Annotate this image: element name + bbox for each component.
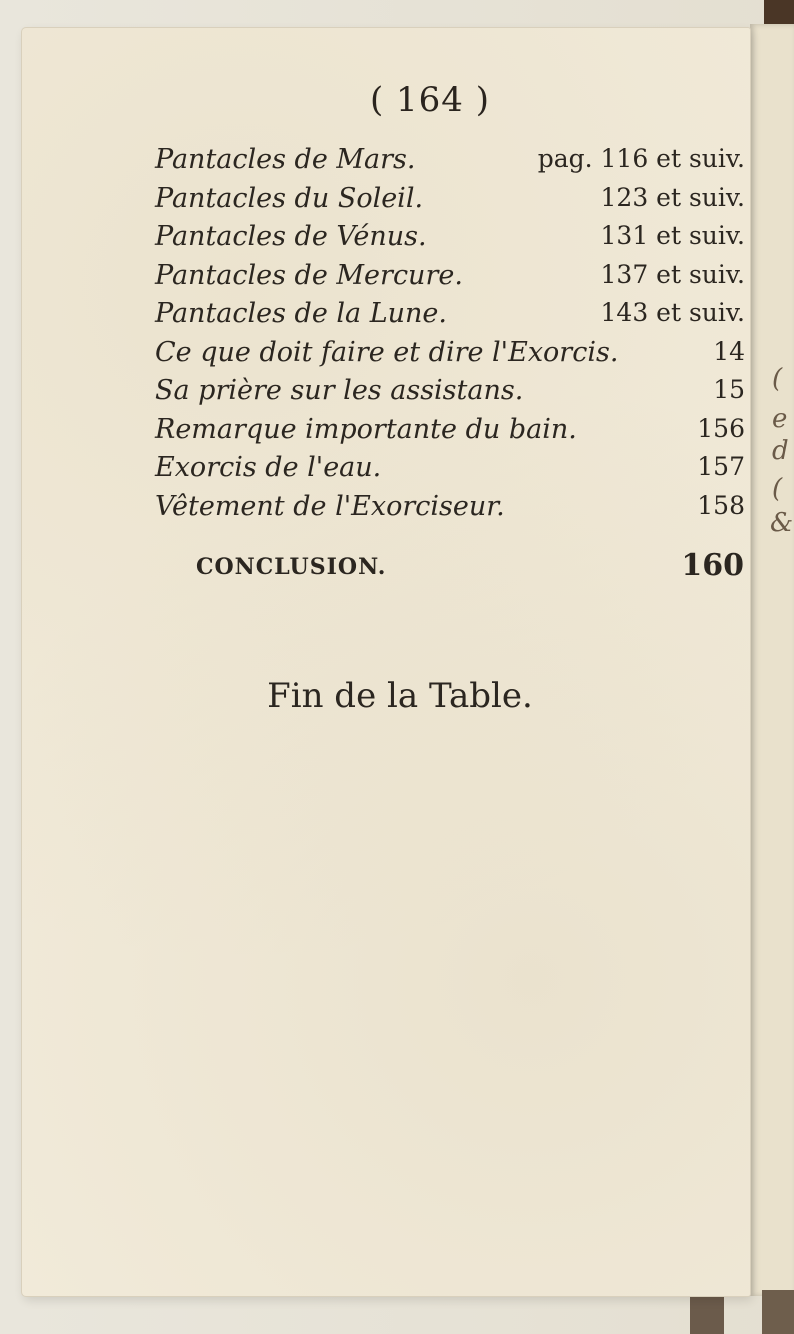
toc-entry-title: Pantacles de la Lune. [155, 298, 447, 329]
conclusion-page: 160 [681, 548, 744, 583]
toc-entry [155, 452, 745, 488]
toc-entry-title: Exorcis de l'eau. [155, 452, 382, 483]
book-cover-corner [762, 1290, 794, 1334]
toc-entry-page: 137 et suiv. [600, 259, 745, 289]
toc-entry-page: 157 [697, 452, 745, 481]
toc-entry-title: Pantacles de Mars. [155, 144, 416, 175]
toc-entry-title: Remarque importante du bain. [155, 413, 577, 445]
adjacent-page-edge [750, 24, 794, 1296]
edge-glyph: ( [772, 474, 783, 504]
toc-entry-title: Pantacles du Soleil. [155, 182, 424, 214]
toc-entry [155, 414, 745, 450]
toc-entry [155, 298, 745, 334]
toc-entry-page: 123 et suiv. [600, 182, 745, 212]
toc-entry [155, 183, 745, 219]
toc-entry [155, 491, 745, 527]
conclusion-label: CONCLUSION. [196, 554, 387, 580]
toc-entry [155, 337, 745, 373]
toc-entry-page: 15 [713, 375, 745, 404]
toc-entry [155, 260, 745, 296]
toc-entry-title: Pantacles de Vénus. [155, 221, 427, 252]
toc-entry [155, 221, 745, 257]
toc-entry-page: 143 et suiv. [600, 298, 745, 327]
edge-glyph: d [772, 436, 789, 466]
toc-entry-title: Vêtement de l'Exorciseur. [155, 490, 505, 522]
toc-entry-title: Sa prière sur les assistans. [155, 375, 524, 406]
conclusion-entry [196, 548, 744, 588]
edge-glyph: e [772, 404, 788, 434]
end-of-table-text: Fin de la Table. [267, 676, 533, 716]
toc-entry [155, 144, 745, 180]
toc-entry-title: Pantacles de Mercure. [155, 259, 463, 291]
toc-entry-title: Ce que doit faire et dire l'Exorcis. [155, 336, 619, 368]
toc-entry [155, 375, 745, 411]
bookmark-ribbon [690, 1292, 724, 1334]
toc-entry-page: 156 [697, 413, 745, 443]
toc-entry-page: 14 [713, 336, 745, 366]
edge-glyph: & [770, 508, 794, 538]
edge-glyph: ( [772, 364, 783, 394]
toc-entry-page: 158 [697, 490, 745, 520]
page-number: ( 164 ) [369, 80, 491, 120]
toc-entry-page: pag. 116 et suiv. [537, 144, 745, 173]
toc-entry-page: 131 et suiv. [600, 221, 745, 250]
